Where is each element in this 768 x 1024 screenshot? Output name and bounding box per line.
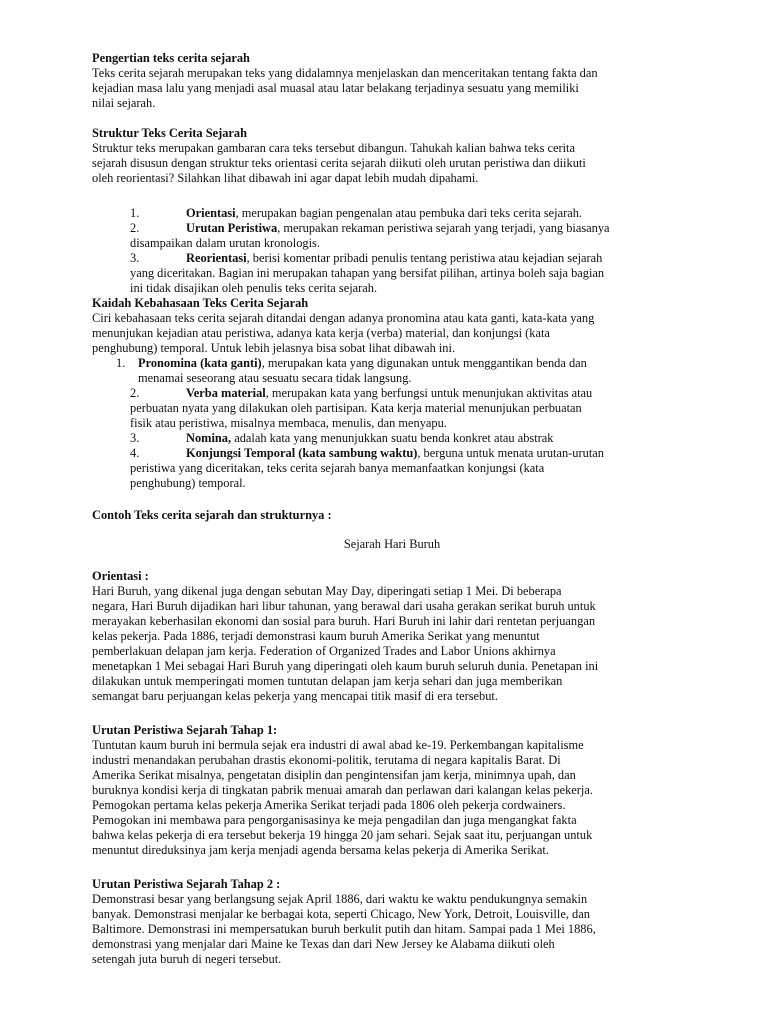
list-number: 2. xyxy=(130,221,140,235)
list-term: Reorientasi xyxy=(186,251,247,265)
paragraph-line: penghubung) temporal. Untuk lebih jelasnya bisa sobat lihat dibawah ini. xyxy=(92,341,456,355)
paragraph-line: negara, Hari Buruh dijadikan hari libur tahunan, yang berawal dari usaha gerakan serikat buruh untuk xyxy=(92,599,596,613)
list-number: 4. xyxy=(130,446,140,460)
list-item xyxy=(92,251,682,266)
list-continuation: peristiwa yang diceritakan, teks cerita sejarah banya memanfaatkan konjungsi (kata xyxy=(130,461,545,475)
paragraph-line: Ciri kebahasaan teks cerita sejarah ditandai dengan adanya pronomina atau kata ganti, kata-kata yang xyxy=(92,311,595,325)
list-text: , merupakan rekaman peristiwa sejarah yang terjadi, yang biasanya xyxy=(277,221,610,235)
list-term: Konjungsi Temporal (kata sambung waktu) xyxy=(186,446,418,460)
list-continuation: fisik atau peristiwa, misalnya membaca, menulis, dan menyapu. xyxy=(130,416,447,430)
paragraph-line: industri menandakan perubahan drastis ekonomi-politik, terutama di negara kapitalis Barat. Di xyxy=(92,753,561,767)
heading-pengertian: Pengertian teks cerita sejarah xyxy=(92,51,250,65)
list-continuation: perbuatan nyata yang dilakukan oleh partisipan. Kata kerja material menunjukan perbuatan xyxy=(130,401,582,415)
kaidah-list xyxy=(92,356,682,491)
paragraph-line: dilakukan untuk memperingati momen tuntutan delapan jam kerja sehari dan juga memberikan xyxy=(92,674,563,688)
list-continuation: penghubung) temporal. xyxy=(130,476,246,490)
list-text: adalah kata yang menunjukkan suatu benda konkret atau abstrak xyxy=(231,431,554,445)
list-term: Pronomina (kata ganti) xyxy=(138,356,262,370)
paragraph-line: Pemogokan ini membawa para pengorganisasinya ke meja pengadilan dan juga mengangkat fakta xyxy=(92,813,577,827)
list-number: 1. xyxy=(116,356,126,370)
list-text: , merupakan kata yang digunakan untuk menggantikan benda dan xyxy=(261,356,587,370)
list-item xyxy=(92,386,682,401)
list-term: Nomina, xyxy=(186,431,232,445)
list-item xyxy=(92,206,682,221)
list-number: 1. xyxy=(130,206,140,220)
list-text: , berguna untuk menata urutan-urutan xyxy=(417,446,604,460)
list-continuation: disampaikan dalam urutan kronologis. xyxy=(130,236,320,250)
list-text: , merupakan bagian pengenalan atau pembuka dari teks cerita sejarah. xyxy=(235,206,582,220)
paragraph-line: Tuntutan kaum buruh ini bermula sejak era industri di awal abad ke-19. Perkembangan kapitalisme xyxy=(92,738,584,752)
list-item xyxy=(92,221,682,236)
paragraph-line: menetapkan 1 Mei sebagai Hari Buruh yang diperingati oleh kaum buruh seluruh dunia. Penetapan ini xyxy=(92,659,599,673)
paragraph-line: semangat baru perjuangan kelas pekerja yang mencapai titik masif di era tersebut. xyxy=(92,689,498,703)
paragraph-line: Teks cerita sejarah merupakan teks yang didalamnya menjelaskan dan menceritakan tentang fakta dan xyxy=(92,66,598,80)
list-continuation: yang diceritakan. Bagian ini merupakan tahapan yang bersifat pilihan, artinya boleh saja bagian xyxy=(130,266,605,280)
list-item xyxy=(92,446,682,461)
paragraph-line: merayakan keberhasilan ekonomi dan sosial para buruh. Hari Buruh ini lahir dari rentetan perjuangan xyxy=(92,614,596,628)
list-text: , merupakan kata yang berfungsi untuk menunjukan aktivitas atau xyxy=(265,386,593,400)
paragraph-line: sejarah disusun dengan struktur teks orientasi cerita sejarah diikuti oleh urutan peristiwa dan diikuti xyxy=(92,156,586,170)
paragraph-line: Demonstrasi besar yang berlangsung sejak April 1886, dari waktu ke waktu pendukungnya semakin xyxy=(92,892,588,906)
paragraph-line: Pemogokan pertama kelas pekerja Amerika Serikat terjadi pada 1806 oleh pekerja cordwainers. xyxy=(92,798,566,812)
paragraph-line: banyak. Demonstrasi menjalar ke berbagai kota, seperti Chicago, New York, Detroit, Louisville, dan xyxy=(92,907,590,921)
paragraph-line: Struktur teks merupakan gambaran cara teks tersebut dibangun. Tahukah kalian bahwa teks cerita xyxy=(92,141,575,155)
paragraph-line: oleh reorientasi? Silahkan lihat dibawah ini agar dapat lebih mudah dipahami. xyxy=(92,171,479,185)
heading-struktur: Struktur Teks Cerita Sejarah xyxy=(92,126,248,140)
paragraph-line: setengah juta buruh di negeri tersebut. xyxy=(92,952,282,966)
heading-kaidah: Kaidah Kebahasaan Teks Cerita Sejarah xyxy=(92,296,309,310)
heading-tahap-2: Urutan Peristiwa Sejarah Tahap 2 : xyxy=(92,877,281,891)
paragraph-line: Baltimore. Demonstrasi ini mempersatukan buruh berkulit putih dan hitam. Sampai pada 1 Mei 1886, xyxy=(92,922,596,936)
list-text: , berisi komentar pribadi penulis tentang peristiwa atau kejadian sejarah xyxy=(246,251,603,265)
paragraph-line: menuntut direduksinya jam kerja menjadi agenda bersama kelas pekerja di Amerika Serikat. xyxy=(92,843,549,857)
list-item xyxy=(92,356,682,371)
list-number: 2. xyxy=(130,386,140,400)
paragraph-line: Hari Buruh, yang dikenal juga dengan sebutan May Day, diperingati setiap 1 Mei. Di beberapa xyxy=(92,584,562,598)
paragraph-line: nilai sejarah. xyxy=(92,96,156,110)
list-term: Verba material xyxy=(186,386,266,400)
paragraph-line: kejadian masa lalu yang menjadi asal muasal atau latar belakang terjadinya sesuatu yang memiliki xyxy=(92,81,579,95)
heading-tahap-1: Urutan Peristiwa Sejarah Tahap 1: xyxy=(92,723,278,737)
paragraph-line: bahwa kelas pekerja di era tersebut bekerja 19 hingga 20 jam sehari. Sejak saat itu, perjuangan untuk xyxy=(92,828,593,842)
paragraph-line: Amerika Serikat misalnya, pengetatan disiplin dan pengintensifan jam kerja, minimnya upah, dan xyxy=(92,768,576,782)
paragraph-line: pemberlakuan delapan jam kerja. Federation of Organized Trades and Labor Unions akhirnya xyxy=(92,644,556,658)
list-term: Orientasi xyxy=(186,206,236,220)
heading-contoh: Contoh Teks cerita sejarah dan strukturnya : xyxy=(92,508,332,522)
document-page xyxy=(92,51,682,967)
heading-orientasi: Orientasi : xyxy=(92,569,149,583)
list-term: Urutan Peristiwa xyxy=(186,221,278,235)
list-number: 3. xyxy=(130,251,140,265)
paragraph-line: buruknya kondisi kerja di tingkatan pabrik menuai amarah dan perlawan dari kalangan kelas pekerja. xyxy=(92,783,593,797)
struktur-list xyxy=(92,206,682,296)
paragraph-line: kelas pekerja. Pada 1886, terjadi demonstrasi kaum buruh Amerika Serikat yang menuntut xyxy=(92,629,540,643)
list-continuation: menamai seseorang atau sesuatu secara tidak langsung. xyxy=(138,371,412,385)
list-continuation: ini tidak disajikan oleh penulis teks cerita sejarah. xyxy=(130,281,378,295)
list-number: 3. xyxy=(130,431,140,445)
list-item xyxy=(92,431,682,446)
story-title: Sejarah Hari Buruh xyxy=(343,537,441,551)
paragraph-line: menunjukan kejadian atau peristiwa, adanya kata kerja (verba) material, dan konjungsi (kata xyxy=(92,326,550,340)
paragraph-line: demonstrasi yang menjalar dari Maine ke Texas dan dari New Jersey ke Alabama diikuti oleh xyxy=(92,937,555,951)
